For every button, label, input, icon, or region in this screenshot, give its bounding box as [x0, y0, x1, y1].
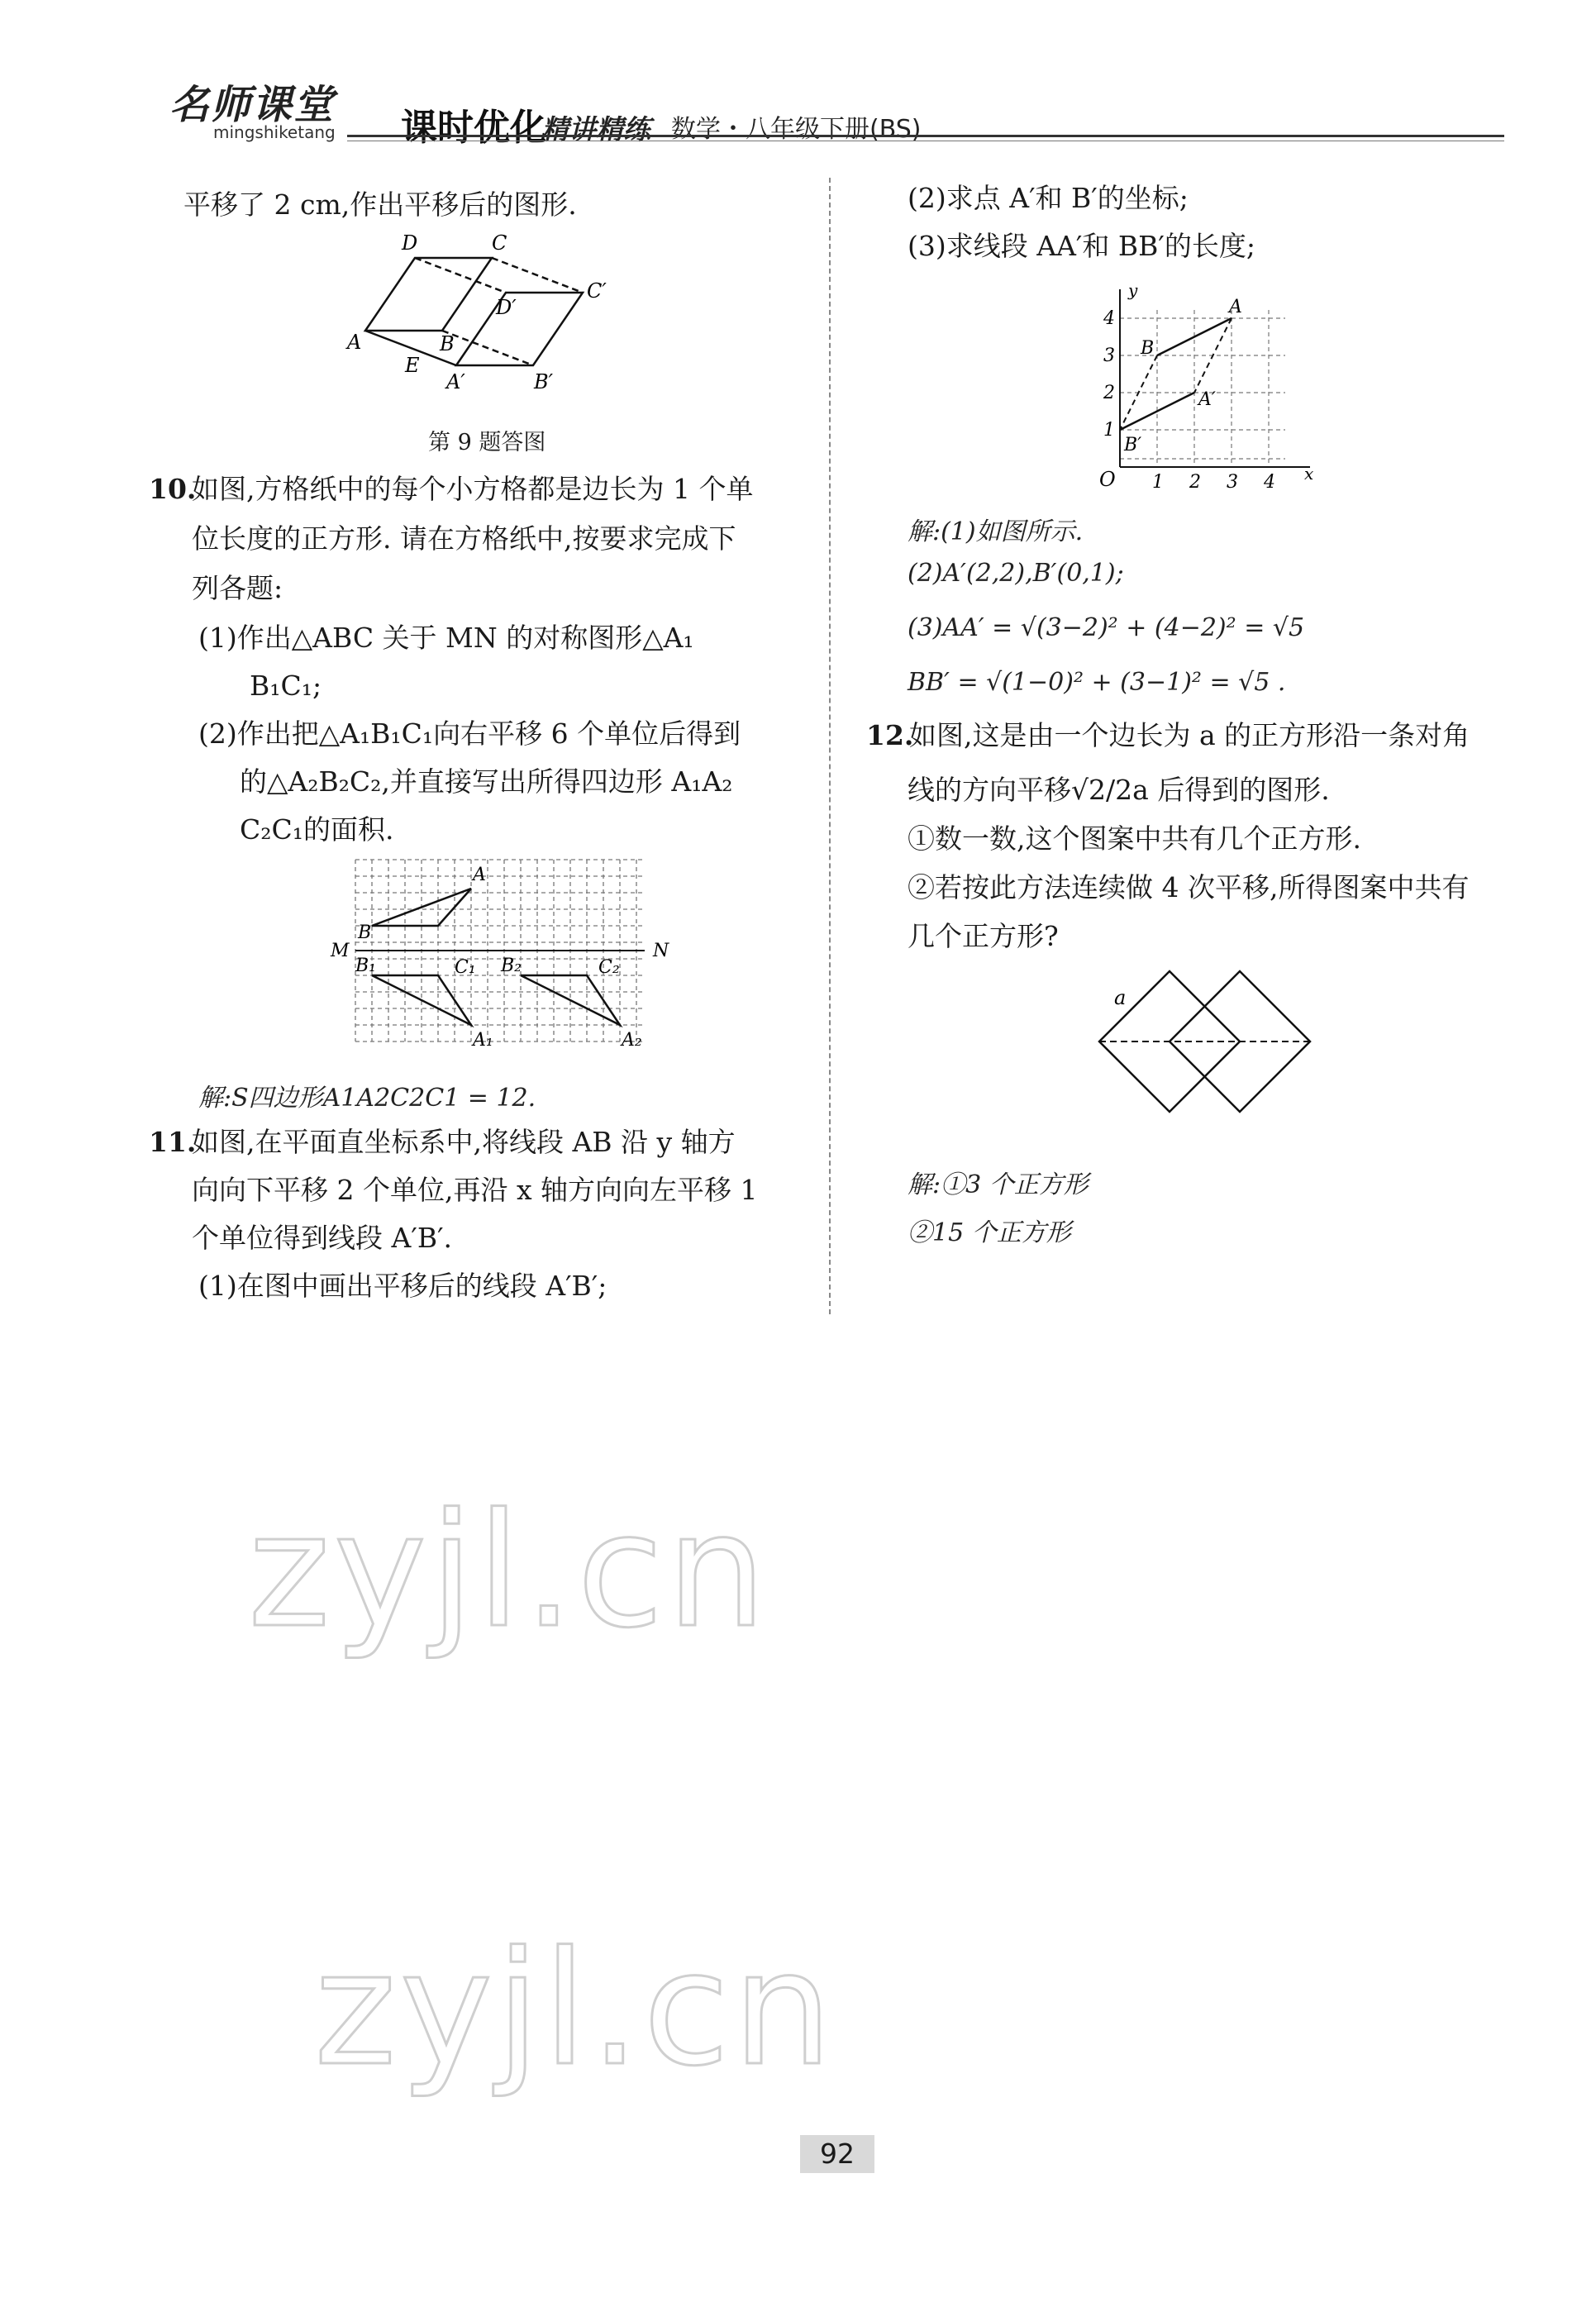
q12-answer-1: 解:①3 个正方形 — [908, 1170, 1089, 1199]
subject-grade: 数学・八年级下册(BS) — [671, 115, 922, 144]
q10-number: 10. — [149, 473, 197, 505]
fig9-label-b: B — [440, 332, 455, 355]
watermark-bottom: zyjl.cn — [314, 1918, 836, 2100]
q12-line-1: 如图,这是由一个边长为 a 的正方形沿一条对角 — [909, 719, 1470, 751]
fig10-label-m: M — [331, 941, 350, 961]
q11-line-3: 个单位得到线段 A′B′. — [192, 1222, 453, 1254]
q11-number: 11. — [149, 1126, 197, 1158]
series-logo: 名师课堂 — [169, 82, 336, 128]
q10-line-3: 列各题: — [192, 572, 283, 604]
series-slogan: 精讲精练 — [541, 113, 650, 145]
fig11-xtick-2: 2 — [1189, 472, 1201, 493]
fig9-label-a-prime: A′ — [446, 370, 465, 393]
q10-line-2: 位长度的正方形. 请在方格纸中,按要求完成下 — [192, 522, 736, 555]
fig12-label-a: a — [1114, 986, 1127, 1009]
q9-tail-text: 平移了 2 cm,作出平移后的图形. — [183, 188, 577, 221]
fig12-squares-diagram — [1091, 963, 1322, 1128]
q10-line-4: (1)作出△ABC 关于 MN 的对称图形△A₁ — [198, 622, 694, 654]
fig9-diagram — [347, 231, 645, 397]
q11-answer-2: (2)A′(2,2),B′(0,1); — [908, 559, 1124, 588]
q10-line-6: (2)作出把△A₁B₁C₁向右平移 6 个单位后得到 — [198, 717, 741, 750]
q10-line-8: C₂C₁的面积. — [240, 813, 394, 846]
fig9-label-c: C — [492, 231, 507, 255]
fig11-xtick-3: 3 — [1227, 472, 1238, 493]
q11-line-1: 如图,在平面直坐标系中,将线段 AB 沿 y 轴方 — [192, 1126, 736, 1158]
q12-line-2: 线的方向平移√2/2a 后得到的图形. — [908, 774, 1330, 806]
fig11-label-b: B — [1141, 338, 1155, 359]
fig10-label-a: A — [473, 865, 486, 885]
fig9-translation-line-b — [442, 331, 533, 365]
fig10-label-b1: B₁ — [355, 956, 376, 976]
fig11-ytick-1: 1 — [1103, 420, 1115, 441]
fig9-parallelogram-original — [365, 258, 492, 331]
fig10-grid-diagram — [331, 856, 678, 1062]
page-number: 92 — [800, 2135, 874, 2173]
fig9-label-b-prime: B′ — [534, 370, 554, 393]
fig9-translation-line-d — [415, 258, 506, 293]
fig9-translation-line-c — [492, 258, 583, 293]
fig11-label-a: A — [1229, 297, 1242, 317]
fig11-x-label: x — [1304, 464, 1314, 484]
fig9-label-c-prime: C′ — [587, 279, 607, 303]
fig11-coordinate-plane — [1083, 281, 1331, 496]
fig9-label-d-prime: D′ — [496, 296, 517, 319]
q12-line-4: ②若按此方法连续做 4 次平移,所得图案中共有 — [908, 871, 1470, 903]
column-divider — [829, 178, 831, 1314]
q11-answer-4: BB′ = √(1−0)² + (3−1)² = √5 . — [908, 668, 1286, 697]
q10-line-5: B₁C₁; — [250, 670, 322, 702]
fig10-label-n: N — [653, 941, 669, 961]
fig11-xtick-1: 1 — [1152, 472, 1164, 493]
fig9-label-e: E — [405, 354, 420, 377]
fig9-label-a: A — [347, 331, 362, 354]
q11-line-2: 向向下平移 2 个单位,再沿 x 轴方向向左平移 1 — [192, 1174, 758, 1206]
fig10-label-b2: B₂ — [501, 956, 522, 976]
fig9-caption: 第 9 题答图 — [428, 430, 546, 455]
q12-answer-2: ②15 个正方形 — [908, 1218, 1071, 1247]
fig11-y-label: y — [1128, 280, 1138, 300]
q10-line-7: 的△A₂B₂C₂,并直接写出所得四边形 A₁A₂ — [240, 765, 733, 798]
fig9-label-d: D — [402, 231, 418, 255]
fig10-label-c1: C₁ — [455, 957, 476, 978]
fig10-label-a2: A₂ — [622, 1030, 642, 1051]
series-title: 课时优化 — [401, 107, 546, 149]
fig11-ytick-4: 4 — [1103, 308, 1115, 329]
q11-answer-1: 解:(1)如图所示. — [908, 517, 1084, 546]
series-logo-pinyin: mingshiketang — [213, 122, 336, 142]
fig10-label-c2: C₂ — [598, 957, 620, 978]
fig11-ytick-3: 3 — [1103, 346, 1115, 366]
fig11-xtick-4: 4 — [1264, 472, 1275, 493]
q11-answer-3: (3)AA′ = √(3−2)² + (4−2)² = √5 — [908, 613, 1305, 642]
header-rule — [347, 135, 1504, 137]
q12-number: 12. — [866, 719, 914, 751]
fig11-origin: O — [1099, 468, 1116, 491]
q11-part3: (3)求线段 AA′和 BB′的长度; — [908, 230, 1255, 262]
watermark-top: zyjl.cn — [248, 1480, 770, 1662]
fig11-label-a-prime: A′ — [1198, 389, 1216, 410]
q10-answer: 解:S四边形A1A2C2C1 = 12. — [198, 1084, 536, 1113]
q11-part2: (2)求点 A′和 B′的坐标; — [908, 182, 1189, 214]
q12-line-5: 几个正方形? — [908, 920, 1059, 952]
q10-line-1: 如图,方格纸中的每个小方格都是边长为 1 个单 — [192, 473, 754, 505]
q12-line-3: ①数一数,这个图案中共有几个正方形. — [908, 822, 1361, 855]
fig10-label-a1: A₁ — [473, 1030, 493, 1051]
fig9-parallelogram-translated — [456, 293, 583, 365]
q11-line-4: (1)在图中画出平移后的线段 A′B′; — [198, 1270, 607, 1302]
fig11-label-b-prime: B′ — [1124, 435, 1142, 455]
fig10-label-b: B — [358, 922, 372, 943]
fig11-ytick-2: 2 — [1103, 383, 1115, 403]
